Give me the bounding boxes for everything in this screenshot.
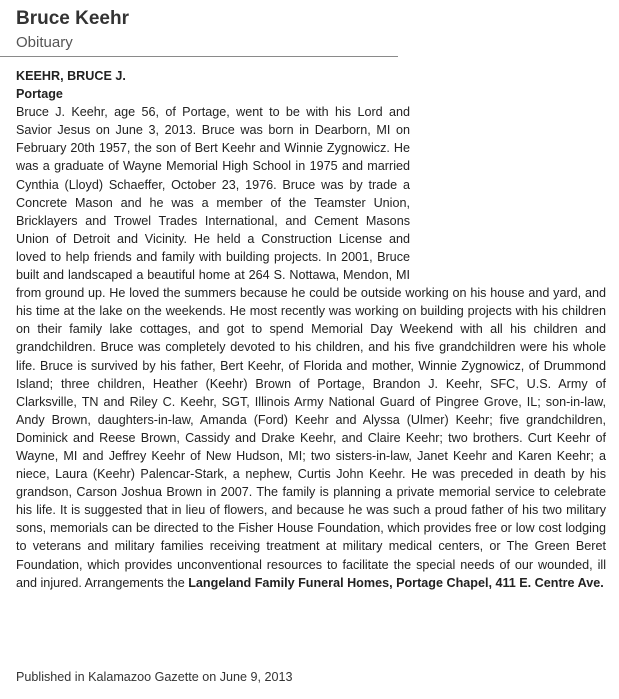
page-subtitle: Obituary xyxy=(16,34,73,51)
obituary-heading-name: KEEHR, BRUCE J. xyxy=(16,69,126,83)
obituary-heading-city: Portage xyxy=(16,87,63,102)
obituary-header xyxy=(0,0,398,57)
obituary-content xyxy=(16,67,606,592)
published-line: Published in Kalamazoo Gazette on June 9, 2013 xyxy=(16,670,293,684)
photo-space xyxy=(410,103,606,275)
obituary-body xyxy=(16,103,606,592)
obituary-body-text: Bruce J. Keehr, age 56, of Portage, went to be with his Lord and Savior Jesus on June 3, 2013. Bruce was born in Dearborn, MI on February 20th 1957, the son of Bert Keehr and Winnie Zygnowicz. He was a graduate of Wayne Memorial High School in 1975 and married Cynthia (Lloyd) Schaeffer, October 23, 1976. Bruce was by trade a Concrete Mason and he was a member of the Teamster Union, Bricklayers and Trowel Trades International, and Cement Masons Union of Detroit and Vicinity. He held a Construction License and loved to help friends and family with building projects. In 2001, Bruce built and landscaped a beautiful home at 264 S. Nottawa, Mendon, MI from ground up. He loved the summers because he could be outside working on his house and yard, and his time at the lake on the weekends. He most recently was working on building projects with his children on their family lake cottages, and got to spend Memorial Day Weekend with all his children and grandchildren. Bruce was completely devoted to his children, and his five grandchildren were his whole life. Bruce is survived by his father, Bert Keehr, of Florida and mother, Winnie Zygnowicz, of Drummond Island; three children, Heather (Keehr) Brown of Portage, Brandon J. Keehr, SFC, U.S. Army of Clarksville, TN and Riley C. Keehr, SGT, Illinois Army National Guard of Pingree Grove, IL; son-in-law, Andy Brown, daughters-in-law, Amanda (Ford) Keehr and Alyssa (Ulmer) Keehr; five grandchildren, Dominick and Reese Brown, Cassidy and Drake Keehr, and Claire Keehr; two brothers. Curt Keehr of Wayne, MI and Jeffrey Keehr of New Hudson, MI; two sisters-in-law, Janet Keehr and Karen Keehr; a niece, Laura (Keehr) Palencar-Stark, a nephew, Curtis John Keehr. He was preceded in death by his grandson, Carson Joshua Brown in 2007. The family is planning a private memorial service to celebrate his life. It is suggested that in lieu of flowers, and because he was such a proud father of his two military sons, memorials can be directed to the Fisher House Foundation, which provides free or low cost lodging to veterans and military families receiving treatment at military medical centers, or The Green Beret Foundation, which provides unconventional resources to facilitate the special needs of our wounded, ill and injured. Arrangements the xyxy=(16,105,606,590)
funeral-home-name: Langeland Family Funeral Homes, Portage Chapel, 411 E. Centre Ave. xyxy=(188,575,604,590)
deceased-name: Bruce Keehr xyxy=(16,8,129,29)
